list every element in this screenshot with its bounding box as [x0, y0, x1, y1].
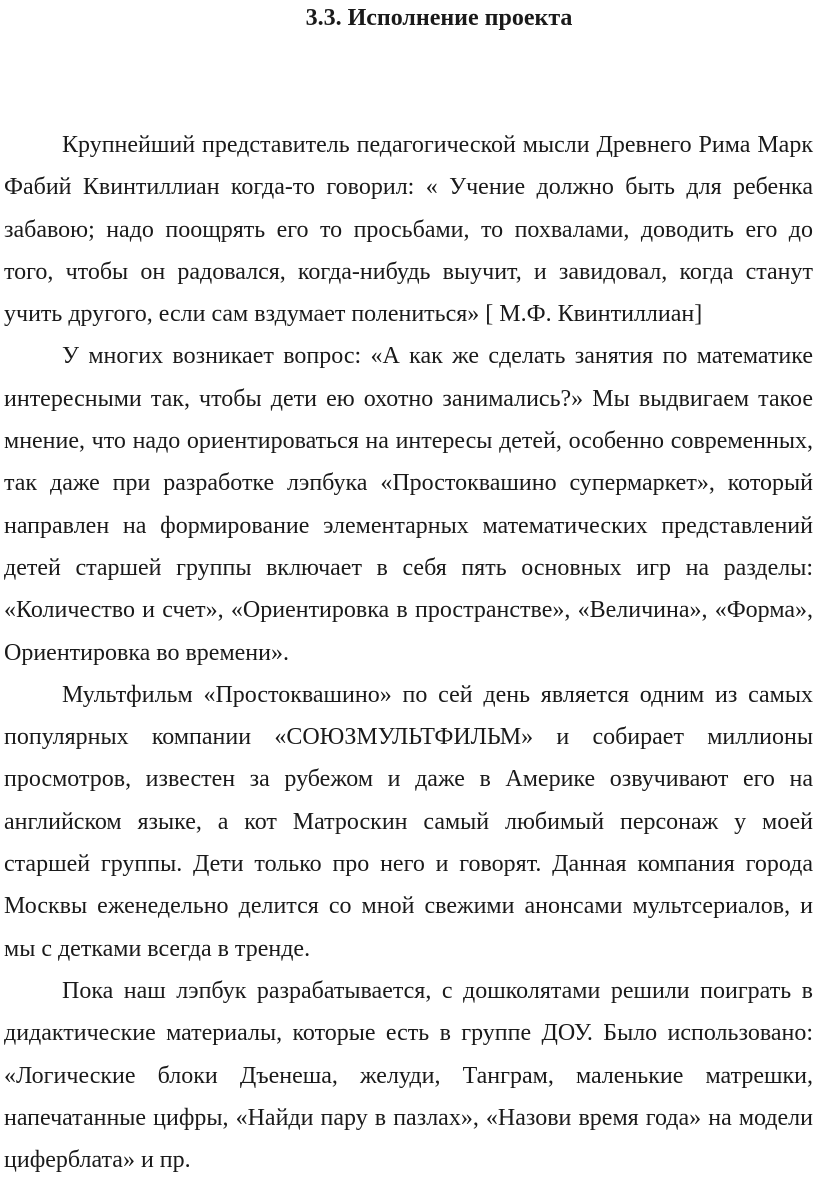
paragraph-prostokvashino-cartoon: Мультфильм «Простоквашино» по сей день является одним из самых популярных компании «СОЮЗМУЛЬТФИЛЬМ» и собирает миллионы просмотров, известен за рубежом и даже в Америке озвучивают его на английском языке, а кот Матроскин самый любимый персонаж у моей старшей группы. Дети только про него и говорят. Данная компания города Москвы еженедельно делится со мной свежими анонсами мультсериалов, и мы с детками всегда в тренде. — [4, 681, 813, 962]
paragraph-didactic-materials: Пока наш лэпбук разрабатывается, с дошколятами решили поиграть в дидактические материалы, которые есть в группе ДОУ. Было использовано: «Логические блоки Дъенеша, желуди, Танграм, маленькие матрешки, напечатанные цифры, «Найди пару в пазлах», «Назови время года» на модели циферблата» и пр. — [4, 977, 813, 1174]
paragraph-math-interest: У многих возникает вопрос: «А как же сделать занятия по математике интересными так, чтобы дети ею охотно занимались?» Мы выдвигаем такое мнение, что надо ориентироваться на интересы детей, особенно современных, так даже при разработке лэпбука «Простоквашино супермаркет», который направлен на формирование элементарных математических представлений детей старшей группы включает в себя пять основных игр на разделы: «Количество и счет», «Ориентировка в пространстве», «Величина», «Форма», Ориентировка во времени». — [4, 343, 813, 666]
section-title: 3.3. Исполнение проекта — [305, 5, 573, 31]
paragraph-quintilian-quote: Крупнейший представитель педагогической мысли Древнего Рима Марк Фабий Квинтиллиан когда-то говорил: « Учение должно быть для ребенка забавою; надо поощрять его то просьбами, то похвалами, доводить его до того, чтобы он радовался, когда-нибудь выучит, и завидовал, когда станут учить другого, если сам вздумает полениться» [ М.Ф. Квинтиллиан] — [4, 132, 813, 328]
document-body — [4, 124, 813, 1181]
